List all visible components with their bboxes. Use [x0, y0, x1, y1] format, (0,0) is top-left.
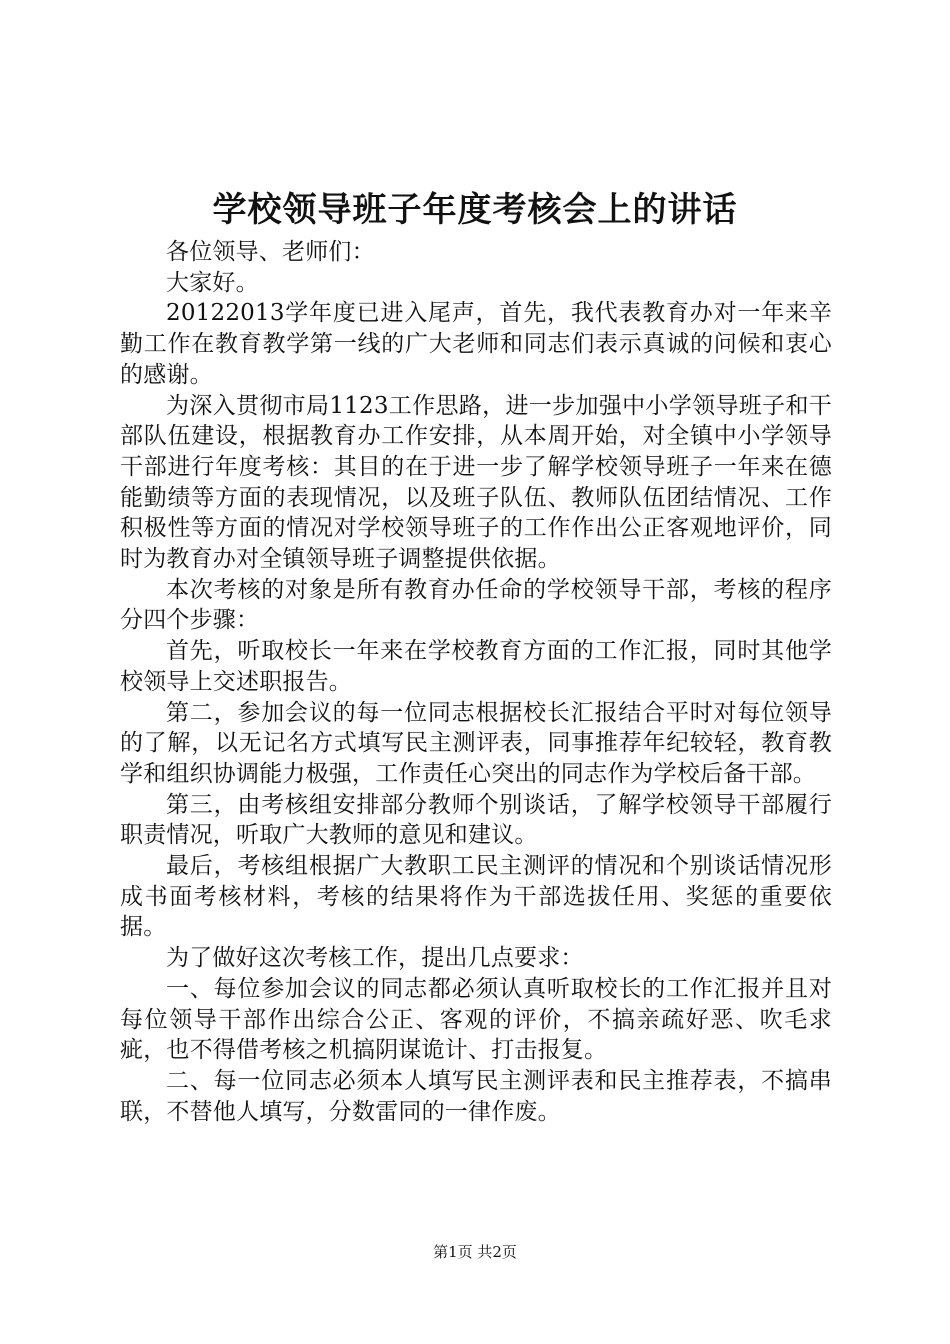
paragraph-requirement-one: 一、每位参加会议的同志都必须认真听取校长的工作汇报并且对每位领导干部作出综合公正、客观的评价，不搞亲疏好恶、吹毛求疵，也不得借考核之机搞阴谋诡计、打击报复。 [120, 975, 832, 1064]
paragraph-requirement-two: 二、每一位同志必须本人填写民主测评表和民主推荐表，不搞串联，不替他人填写，分数雷同的一律作废。 [120, 1067, 832, 1125]
paragraph-greeting: 各位领导、老师们： [166, 239, 375, 265]
paragraph-intro: 20122013学年度已进入尾声，首先，我代表教育办对一年来辛勤工作在教育教学第一线的广大老师和同志们表示真诚的问候和衷心的感谢。 [120, 300, 832, 388]
paragraph-step-first: 首先，听取校长一年来在学校教育方面的工作汇报，同时其他学校领导上交述职报告。 [120, 638, 832, 695]
page-footer: 第1页 共2页 [433, 1243, 517, 1261]
document-title: 学校领导班子年度考核会上的讲话 [212, 190, 738, 230]
paragraph-step-last: 最后，考核组根据广大教职工民主测评的情况和个别谈话情况形成书面考核材料，考核的结果将作为干部选拔任用、奖惩的重要依据。 [120, 853, 832, 941]
paragraph-purpose: 为深入贯彻市局1123工作思路，进一步加强中小学领导班子和干部队伍建设，根据教育办工作安排，从本周开始，对全镇中小学领导干部进行年度考核：其目的在于进一步了解学校领导班子一年来在德能勤绩等方面的表现情况，以及班子队伍、教师队伍团结情况、工作积极性等方面的情况对学校领导班子的工作作出公正客观地评价，同时为教育办对全镇领导班子调整提供依据。 [120, 392, 832, 573]
paragraph-step-second: 第二，参加会议的每一位同志根据校长汇报结合平时对每位领导的了解，以无记名方式填写民主测评表，同事推荐年纪较轻，教育教学和组织协调能力极强，工作责任心突出的同志作为学校后备干部。 [120, 699, 832, 787]
paragraph-hello: 大家好。 [166, 269, 259, 296]
paragraph-procedure: 本次考核的对象是所有教育办任命的学校领导干部，考核的程序分四个步骤： [120, 576, 832, 634]
paragraph-requirements-intro: 为了做好这次考核工作，提出几点要求： [166, 945, 584, 972]
document-body [120, 237, 832, 1127]
paragraph-step-third: 第三，由考核组安排部分教师个别谈话，了解学校领导干部履行职责情况，听取广大教师的意见和建议。 [120, 791, 832, 849]
